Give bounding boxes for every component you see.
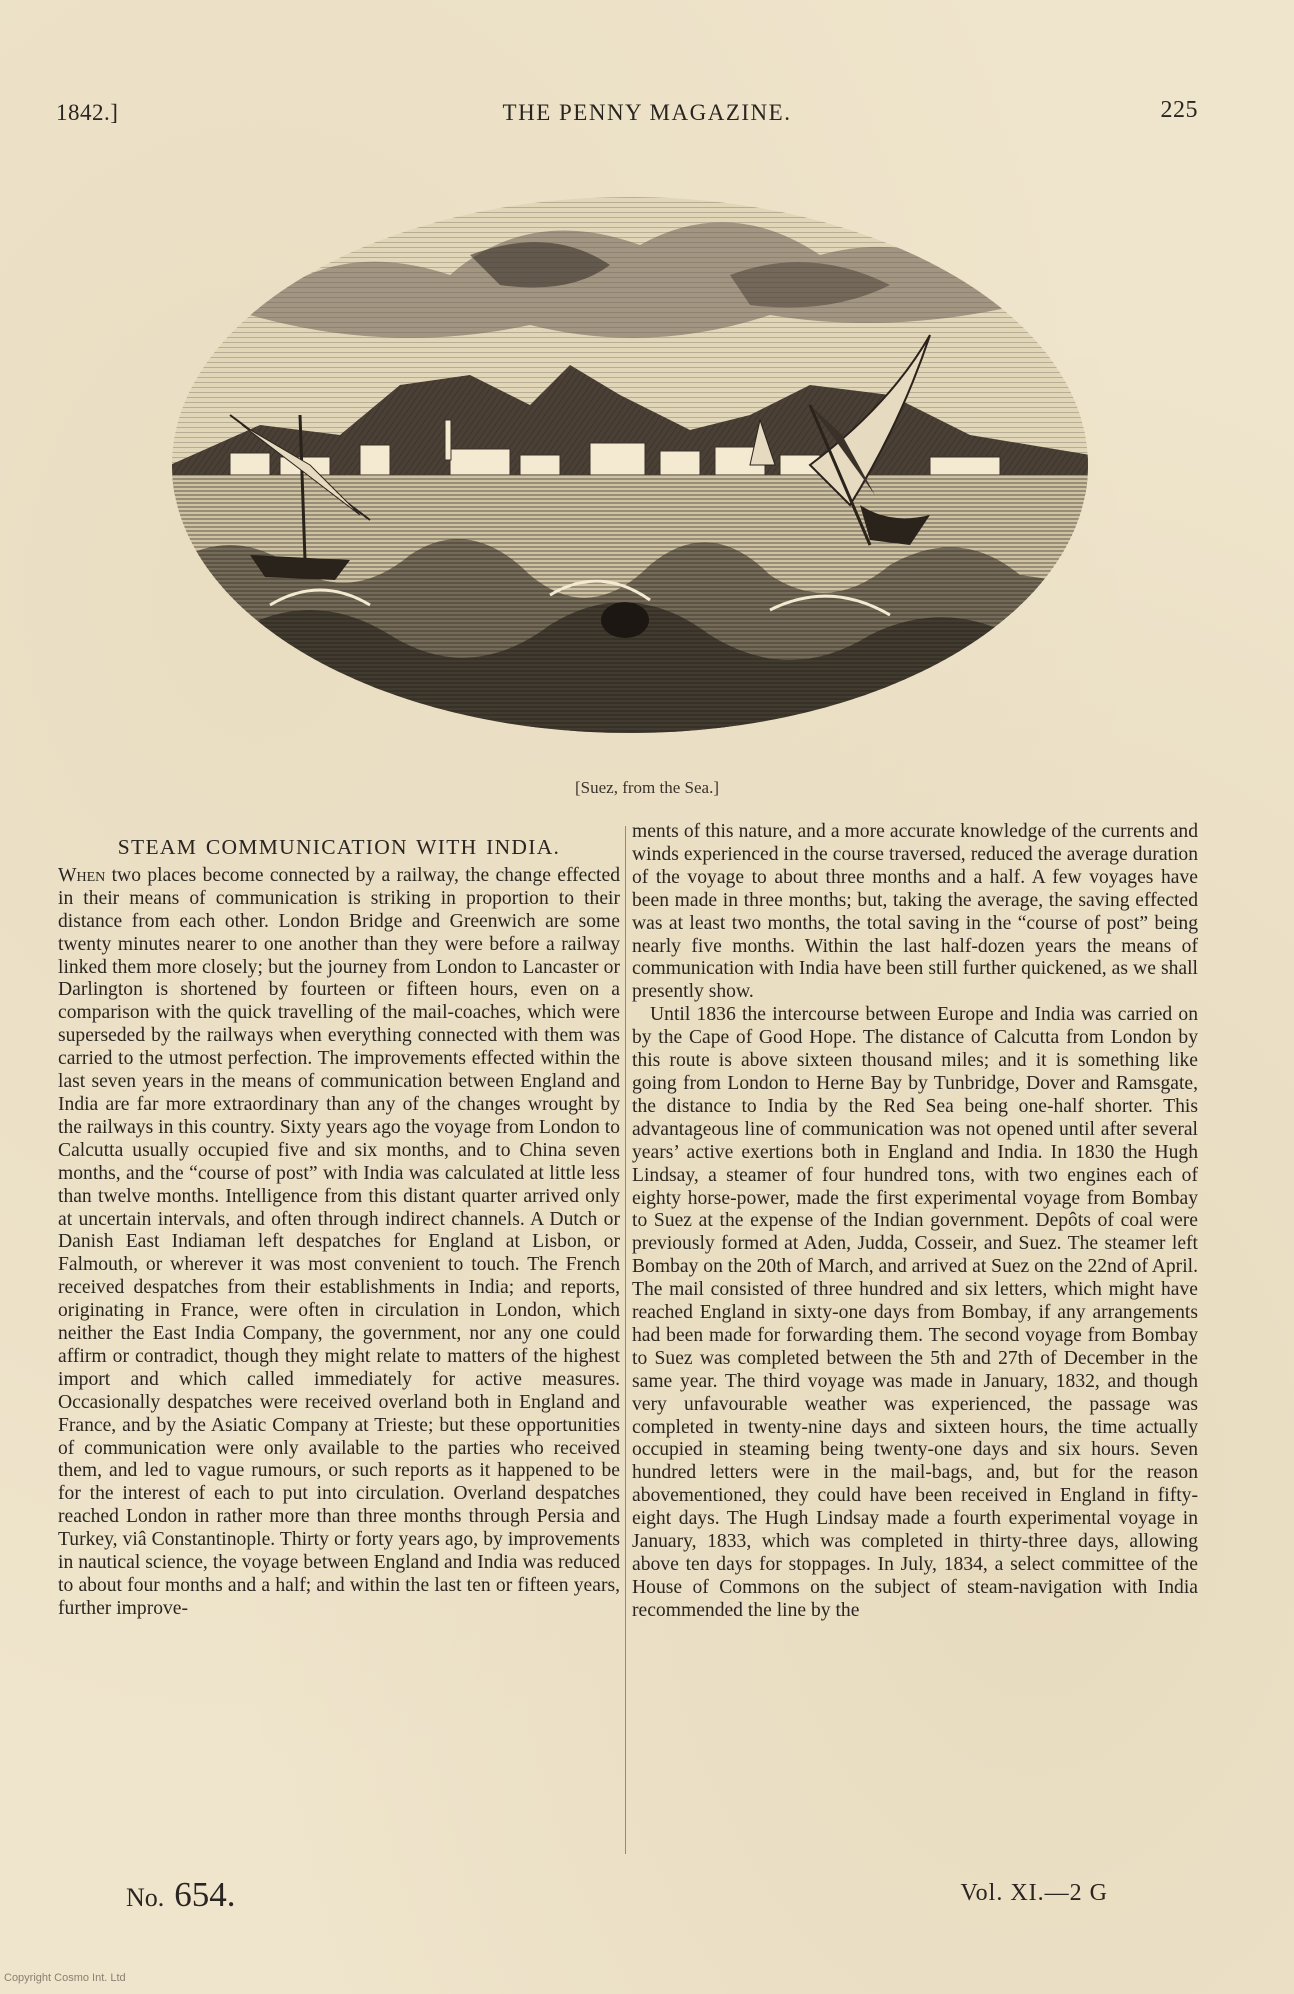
issue-number-value: 654.	[174, 1875, 236, 1914]
left-paragraph: two places become connected by a railway, the change effected in their means of communication is striking in proportion to their distance from each other. London Bridge and Greenwich are some twenty minutes nearer to one another than they were before a railway linked them more closely; but the journey from London to Lancaster or Darlington is shortened by fourteen or fifteen hours, even on a comparison with the quick travelling of the mail-coaches, which were superseded by the railways when everything connected with them was carried to the utmost perfection. The improvements effected within the last seven years in the means of communication between England and India are far more extraordinary than any of the changes wrought by the railways in this country. Sixty years ago the voyage from London to Calcutta usually occupied five and six months, and to China seven months, and the “course of post” with India was calculated at little less than twelve months. Intelligence from this distant quarter arrived only at uncertain intervals, and often through indirect channels. A Dutch or Danish East Indiaman left despatches for England at Lisbon, or Falmouth, or wherever it was most convenient to touch. The French received despatches from their establishments in India; and reports, originating in France, were often in circulation in London, which neither the East India Company, the government, nor any one could affirm or contradict, though they might relate to matters of the highest import and which called immediately for active measures. Occasionally despatches were received overland both in England and France, and by the Asiatic Company at Trieste; but these opportunities of communication were only available to the parties who received them, and led to vague rumours, or such reports as it happened to be for the interest of each to put into circulation. Overland despatches reached London in rather more than three months through Persia and Turkey, viâ Constantinople. Thirty or forty years ago, by improvements in nautical science, the voyage between England and India was reduced to about four months and a half; and within the last ten or fifteen years, further improve-	[58, 864, 620, 1619]
right-paragraph-2: Until 1836 the intercourse between Europe and India was carried on by the Cape of Good Hope. The distance of Calcutta from London by this route is above sixteen thousand miles; and it is something like going from London to Herne Bay by Tunbridge, Dover and Ramsgate, the distance to India by the Red Sea being one-half shorter. This advantageous line of communication was not opened until after several years’ active exertions both in England and India. In 1830 the Hugh Lindsay, a steamer of four hundred tons, with two engines each of eighty horse-power, made the first experimental voyage from Bombay to Suez at the expense of the Indian government. Depôts of coal were previously formed at Aden, Judda, Cosseir, and Suez. The steamer left Bombay on the 20th of March, and arrived at Suez on the 22nd of April. The mail consisted of three hundred and six letters, which might have reached England in sixty-one days from Bombay, if any arrangements had been made for forwarding them. The second voyage from Bombay to Suez was completed between the 5th and 27th of December in the same year. The third voyage was made in January, 1832, and though very unfavourable weather was experienced, the passage was completed in twenty-nine days and sixteen hours, the time actually occupied in steaming being twenty-one days and six hours. Seven hundred letters were in the mail-bags, and, but for the reason abovementioned, they could have been received in England in fifty-eight days. The Hugh Lindsay made a fourth experimental voyage in January, 1833, which was completed in thirty-three days, allowing above ten days for stoppages. In July, 1834, a select committee of the House of Commons on the subject of steam-navigation with India recommended the line by the	[632, 1004, 1198, 1621]
page-number: 225	[1160, 97, 1198, 123]
right-paragraph-1: ments of this nature, and a more accurate knowledge of the currents and winds experienced in the course traversed, reduced the average duration of the voyage to about three months and a half. A few voyages have been made in three months; but, taking the average, the saving effected was at least two months, the total saving in the “course of post” being nearly five months. Within the last half-dozen years the means of communication with India have been still further quickened, as we shall presently show.	[632, 821, 1198, 1003]
right-column	[632, 821, 1198, 1623]
copyright-notice: Copyright Cosmo Int. Ltd	[4, 1972, 126, 1984]
left-column-text	[58, 865, 620, 1621]
left-column	[58, 828, 620, 1621]
issue-number	[126, 1875, 236, 1915]
drop-word: When	[58, 864, 106, 886]
article-title: STEAM COMMUNICATION WITH INDIA.	[117, 835, 561, 859]
header-year: 1842.]	[56, 100, 119, 125]
column-divider	[625, 826, 626, 1854]
issue-number-label: No.	[126, 1883, 165, 1912]
magazine-title: THE PENNY MAGAZINE.	[502, 100, 792, 125]
suez-engraving	[170, 165, 1090, 740]
volume-signature: Vol. XI.—2 G	[960, 1880, 1108, 1906]
illustration-caption: [Suez, from the Sea.]	[575, 778, 719, 797]
